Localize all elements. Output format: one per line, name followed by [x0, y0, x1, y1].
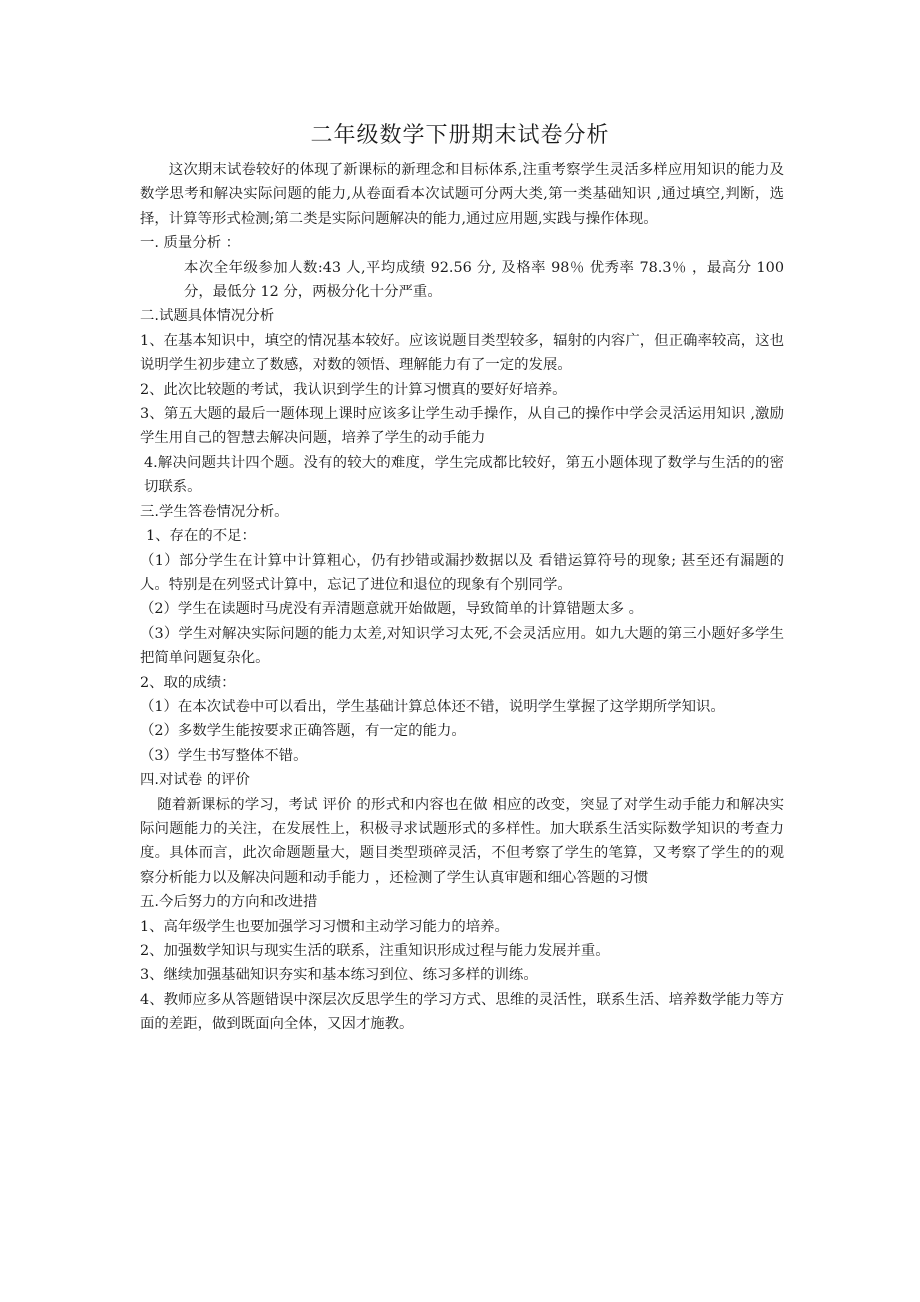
section-5-item: 1、高年级学生也要加强学习习惯和主动学习能力的培养。	[140, 918, 509, 935]
document-title: 二年级数学下册期末试卷分析	[310, 123, 610, 148]
section-3-sub2-item: （2）多数学生能按要求正确答题，有一定的能力。	[140, 723, 466, 740]
section-1-heading: 一. 质量分析 ：	[140, 235, 241, 252]
quality-analysis-line: 本次全年级参加人数:43 人,平均成绩 92.56 分, 及格率 98％ 优秀率 78.3％ ，最高分 100 分，最低分 12 分，两极分化十分严重。	[184, 259, 784, 301]
section-2-item: 3、第五大题的最后一题体现上课时应该多让学生动手操作，从自己的操作中学会灵活运用知识 ,激励学生用自己的智慧去解决问题，培养了学生的动手能力	[140, 406, 784, 447]
section-3-sub2-item: （3）学生书写整体不错。	[140, 747, 308, 764]
section-5-item: 3、继续加强基础知识夯实和基本练习到位、练习多样的训练。	[140, 967, 538, 984]
section-4-heading: 四.对试卷 的评价	[140, 772, 250, 789]
intro-paragraph: 这次期末试卷较好的体现了新课标的新理念和目标体系,注重考察学生灵活多样应用知识的能力及数学思考和解决实际问题的能力,从卷面看本次试题可分两大类,第一类基础知识 ,通过填空,判断，选择，计算等形式检测;第二类是实际问题解决的能力,通过应用题,实践与操作体现。	[140, 162, 784, 227]
section-5-heading: 五.今后努力的方向和改进措	[140, 894, 318, 911]
section-5-item: 2、加强数学知识与现实生活的联系，注重知识形成过程与能力发展并重。	[140, 943, 610, 959]
section-3-heading: 三.学生答卷情况分析。	[140, 503, 289, 520]
quality-analysis-text	[140, 256, 784, 305]
section-5-item: 4、教师应多从答题错误中深层次反思学生的学习方式、思维的灵活性，联系生活、培养数学能力等方面的差距，做到既面向全体，又因才施教。	[140, 991, 784, 1033]
document-body	[140, 158, 784, 1037]
section-2-heading: 二.试题具体情况分析	[140, 308, 275, 325]
section-2-item: 2、此次比较题的考试，我认识到学生的计算习惯真的要好好培养。	[140, 381, 567, 398]
section-2-item: 4.解决问题共计四个题。没有的较大的难度，学生完成都比较好，第五小题体现了数学与生活的的密切联系。	[144, 454, 784, 496]
section-3-sub1-item: （2）学生在读题时马虎没有弄清题意就开始做题，导致简单的计算错题太多 。	[140, 601, 644, 618]
section-3-sub2-heading: 2、取的成绩：	[140, 674, 236, 691]
section-3-sub1-heading: 1、存在的不足：	[146, 528, 256, 545]
section-3-sub1-item: （1）部分学生在计算中计算粗心，仍有抄错或漏抄数据以及 看错运算符号的现象; 甚至还有漏题的人。特别是在列竖式计算中，忘记了进位和退位的现象有个别同学。	[140, 552, 784, 593]
section-4-text: 随着新课标的学习，考试 评价 的形式和内容也在做 相应的改变，突显了对学生动手能力和解决实际问题能力的关注，在发展性上，积极寻求试题形式的多样性。加大联系生活实际数学知识的考查力度。具体而言，此次命题题量大，题目类型琐碎灵活，不但考察了学生的笔算，又考察了学生的的观察分析能力以及解决问题和动手能力 ，还检测了学生认真审题和细心答题的习惯	[140, 796, 784, 886]
section-3-sub1-item: （3）学生对解决实际问题的能力太差,对知识学习太死,不会灵活应用。如九大题的第三小题好多学生把简单问题复杂化。	[140, 625, 784, 667]
section-3-sub2-item: （1）在本次试卷中可以看出，学生基础计算总体还不错，说明学生掌握了这学期所学知识。	[140, 698, 725, 715]
section-2-item: 1、在基本知识中，填空的情况基本较好。应该说题目类型较多，辐射的内容广，但正确率较高，这也说明学生初步建立了数感，对数的领悟、理解能力有了一定的发展。	[140, 332, 784, 374]
